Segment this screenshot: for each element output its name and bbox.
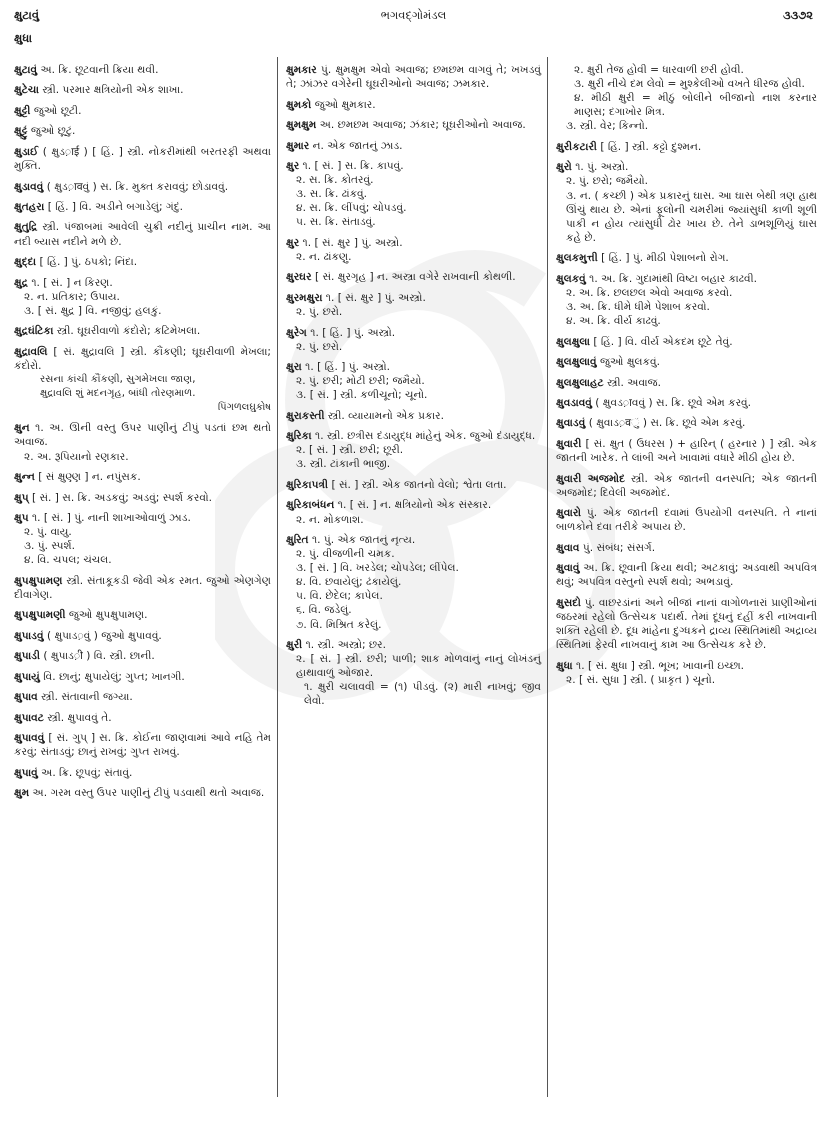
definition: ૧. [ હિં. ] પું. અસ્ત્રો. [305, 361, 390, 374]
dictionary-entry [286, 291, 541, 319]
headword: ક્ષુટાવું [14, 64, 38, 76]
headword: ક્ષુમક્ષુમ [286, 119, 317, 132]
headword: ક્ષુપાવટ [14, 711, 44, 724]
sub-sense: ૩. ન. ( કચ્છી ) એક પ્રકારનું ઘાસ. આ ઘાસ બેથી ત્રણ હાથ ઊંચું થાય છે. એનાં ફૂલોની ચમરીમાં જ્યાંસુધી કાળી શૂળી પાકી ન હોય ત્યાંસુધી ઢોર ખાય છે. તેને ડાભશૂળિયું ઘાસ કહે છે. [566, 189, 817, 244]
definition: ૧. [ સં. ] સ. ક્રિ. કાપવું. [302, 160, 404, 173]
dictionary-entry [556, 561, 817, 589]
entry-line [286, 429, 541, 443]
sub-sense: ૩. અ. ક્રિ. ધીમે ધીમે પેશાબ કરવો. [566, 300, 710, 313]
dictionary-entry [556, 272, 817, 328]
definition: સ્ત્રી. એક જાતની વનસ્પતિ; એક જાતની અજમોદ; દિવેલી અજમોદ. [556, 472, 817, 499]
definition: અ. ક્રિ. છૂટવાની ક્રિયા થવી. [40, 64, 159, 76]
definition: [ હિં. ] પું. મીઠી પેશાબનો રોગ. [601, 252, 729, 265]
sub-sense: ૩. સ. ક્રિ. ઢાંકવું. [296, 188, 368, 201]
entry-line [556, 541, 817, 555]
entry-line [14, 83, 271, 97]
definition: ૧. [ હિં. ] પું. અસ્ત્રો. [310, 326, 396, 339]
page-header [14, 8, 813, 28]
headword: ક્ષુરિત [286, 534, 309, 546]
sub-sense: ૩. [ સં. ક્ષુદ્ર ] વિ. નજીવું; હલકું. [24, 304, 162, 317]
entry-line [286, 326, 541, 340]
dictionary-entry [14, 421, 271, 463]
definition: સ્ત્રી. પંજાબમાં આવેલી ચુક્રી નદીનું પ્રાચીન નામ. આ નદી બ્યાસ નદીને મળે છે. [14, 221, 271, 248]
entry-line [14, 786, 271, 800]
entry-line [286, 63, 541, 91]
definition: [ હિં. ] પું. ઠપકો; નિંદા. [39, 256, 138, 269]
definition: પું. સંબંધ; સંસર્ગ. [582, 541, 656, 554]
headword: ક્ષુડાવવું [14, 180, 44, 193]
dictionary-entry [286, 409, 541, 423]
sub-sense: ૨. પું. છરો; જમૈયો. [566, 175, 649, 188]
dictionary-entry [14, 574, 271, 602]
dictionary-entry [14, 180, 271, 194]
headword: ક્ષુદ્દા [14, 256, 37, 269]
sub-sense: ૨. ન. મોકળાશ. [296, 513, 364, 526]
dictionary-entry [14, 345, 271, 415]
sub-sense: ૬. વિ. જડેલું. [296, 604, 352, 617]
definition: ૧. [ સં. ક્ષુર ] પું. અસ્ત્રો. [325, 291, 426, 304]
entry-line [286, 270, 541, 284]
definition: ન. એક જાતનું ઝાડ. [312, 139, 403, 152]
headword: ક્ષુન્ન [14, 471, 35, 484]
definition: ૧. [ સં. ] ન કિરણ. [31, 276, 113, 289]
entry-line [14, 421, 271, 449]
sub-sense: ૨. ન. પ્રતિકાર; ઉપાય. [24, 290, 120, 303]
definition: અ. છમછમ અવાજ; ઝંકાર; ઘૂઘરીઓનો અવાજ. [319, 119, 526, 132]
definition: ૧. પું. એક જાતનું નૃત્ય. [311, 534, 416, 546]
headword: ક્ષુરમક્ષુરા [286, 291, 323, 304]
dictionary-entry [14, 145, 271, 173]
headword: ક્ષુલક્ષુલાહટ [556, 376, 604, 389]
definition: ૧. અ. ક્રિ. ગુદામાંથી વિષ્ટા બહાર કાઢવી. [589, 272, 757, 285]
dictionary-entry [14, 324, 271, 338]
entry-line [556, 335, 817, 349]
definition: પું. એક જાતની દવામાં ઉપયોગી વનસ્પતિ. તે નાનાં બાળકોને દવા તરીકે અપાય છે. [556, 507, 817, 534]
dictionary-entry [286, 139, 541, 153]
headword: ક્ષુમ [14, 787, 30, 800]
definition: જુઓ ક્ષુલકવું. [599, 356, 660, 369]
headword: ક્ષુપાડી [14, 650, 41, 663]
headword: ક્ષુરીકટારી [556, 140, 597, 153]
dictionary-entry [14, 690, 271, 704]
definition: જુઓ ક્ષુમકાર. [314, 98, 376, 111]
headword: ક્ષુવાવું [556, 562, 580, 575]
dictionary-entry [14, 124, 271, 138]
definition: સ્ત્રી. અવાજ. [607, 376, 662, 389]
headword: ક્ષુપ્ [14, 491, 29, 504]
definition: પું. વાછરડાંનાં અને બીજાં નાનાં વાગોળનારાં પ્રાણીઓનાં જઠરમાં રહેલો ઉત્સેચક પદાર્થ. તેમાં દૂધનું દહીં કરી નાખવાની શક્તિ રહેલી છે. દૂધ માંહેના દુગ્ધકને દ્રાવ્ય સ્થિતિમાંથી અદ્રાવ્ય સ્થિતિમાં ફેરવી નાખવાનું કામ આ ઉત્સેચક કરે છે. [556, 596, 818, 652]
header-guide-word-last: ક્ષુધા [14, 31, 33, 45]
dictionary-entry [556, 355, 817, 369]
headword: ક્ષુતહરા [14, 201, 45, 213]
definition: [ હિં. ] વિ. વીર્ય એકદમ છૂટે તેવું. [593, 335, 733, 348]
entry-line [286, 498, 541, 512]
dictionary-entry [14, 83, 271, 97]
headword: ક્ષુટ્ટી [14, 104, 31, 117]
idiom-line: ૪. મીઠી ક્ષુરી = મીઠું બોલીને બીજાનો નાશ કરનાર માણસ; દગાખોર મિત્ર. [574, 92, 817, 119]
definition: ( ક્ષુડ़ावવું ) સ. ક્રિ. મુક્ત કરાવવું; છોડાવવું. [46, 180, 229, 193]
quotation-line: ક્ષુદ્રાવલિ શું મદનગૃહ, બાંધી તોરણમાળ. [40, 387, 196, 399]
definition: ૧. [ સં. ક્ષુર ] પું. અસ્ત્રો. [302, 236, 403, 249]
headword: ક્ષુલકવું [556, 272, 586, 285]
entry-line [556, 251, 817, 265]
quotation-line: રસના કાંચી કૌંકણી, સુગમેખલા જાણ, [40, 373, 196, 385]
headword: ક્ષુરી [286, 639, 303, 652]
dictionary-entry [286, 498, 541, 526]
headword: ક્ષુલક્ષુલાવું [556, 356, 597, 369]
dictionary-entry [286, 98, 541, 112]
dictionary-entry [14, 276, 271, 318]
definition: ૧. સ્ત્રી. છત્રીસ દંડાયુદ્ધ માંહેનું એક. જુઓ દંડાયુદ્ધ. [315, 430, 536, 443]
sub-sense: ૨. ન. ઢાંકણુ. [296, 250, 352, 263]
entry-line [14, 324, 271, 338]
entry-line [556, 596, 817, 652]
definition: અ. ક્રિ. છૂવાની ક્રિયા થવી; અટકાવું; અડવાથી અપવિત્ર થવું; અપવિત્ર વસ્તુનો સ્પર્શ થવો; અભડાવું. [556, 562, 817, 589]
definition: ( ક્ષુપાડ़વું ) જુઓ ક્ષુપાવવું. [46, 629, 162, 642]
headword: ક્ષુપ [14, 512, 29, 525]
entry-line [556, 272, 817, 286]
headword: ક્ષુવારો [556, 507, 582, 520]
definition: ૧. સ્ત્રી. અસ્ત્રો; છર. [305, 639, 386, 652]
entry-line [286, 409, 541, 423]
entry-line [286, 291, 541, 305]
entry-line [14, 574, 271, 602]
sub-sense: ૩. [ સં. ] સ્ત્રી. કળીચૂનો; ચૂનો. [296, 389, 428, 402]
definition: પું. ક્ષુમક્ષુમ એવો અવાજ; છમછમ વાગવું તે; ખખડવું તે; ઝાંઝર વગેરેની ઘૂઘરીઓનો અવાજ; ઝમકાર. [286, 64, 541, 91]
definition: [ સં ક્ષુણ્ણ ] ન. નપુંસક. [38, 471, 141, 484]
definition: [ સં. ગુપ્ ] સ. ક્રિ. કોઈના જાણવામાં આવે નહિ તેમ કરવું; સંતાડવું; છાનું રાખવું; ગુપ્ત રાખવું. [14, 732, 271, 759]
dictionary-entry [556, 596, 817, 652]
definition: ૧. [ સં. ક્ષુધા ] સ્ત્રી. ભૂખ; ખાવાની ઇચ્છા. [576, 659, 745, 672]
headword: ક્ષુમાર [286, 139, 310, 152]
dictionary-entry [286, 429, 541, 471]
sub-sense: ૨. પું. છરી; મોટી છરી; જમૈયો. [296, 375, 425, 388]
dictionary-entry [14, 766, 271, 780]
dictionary-entry [286, 63, 541, 91]
definition: સ્ત્રી. સંતાવાની જગ્યા. [41, 691, 133, 704]
headword: ક્ષુરેગ [286, 326, 307, 339]
entry-line [556, 140, 817, 154]
sub-sense: ૪. વિ. છવાયેલું; ઢંકાયેલું. [296, 576, 402, 589]
dictionary-entry [286, 360, 541, 402]
entry-line [556, 561, 817, 589]
sub-sense: ૭. વિ. મિશ્રિત કરેલું. [296, 618, 382, 631]
headword: ક્ષુપક્ષુપામણ [14, 574, 63, 587]
dictionary-entry [14, 629, 271, 643]
entry-line [556, 472, 817, 500]
headword: ક્ષુવારી [556, 437, 582, 450]
page-number: ૩૩૭૨ [782, 8, 813, 22]
headword: ક્ષુરિકાપત્રી [286, 478, 329, 491]
dictionary-entry [286, 118, 541, 132]
dictionary-entry [286, 326, 541, 354]
definition: જુઓ ક્ષુપક્ષુપામણ. [68, 609, 148, 622]
dictionary-entry [556, 472, 817, 500]
idiom-line: ૩. ક્ષુરી નીચે દમ લેવો = મુશ્કેલીઓ વખતે ધીરજ હોવી. [574, 78, 805, 91]
entry-line [286, 360, 541, 374]
entry-line [14, 511, 271, 525]
dictionary-entry [556, 396, 817, 410]
headword: ક્ષુરિકા [286, 430, 312, 443]
entry-line [14, 276, 271, 290]
definition: ( ક્ષુડ़ाई ) [ હિં. ] સ્ત્રી. નોકરીમાંથી બરતરફી અથવા મુક્તિ. [14, 145, 271, 173]
entry-line [286, 159, 541, 173]
definition: [ સં. ક્ષુદ્રાવલિ ] સ્ત્રી. કૌંકણી; ઘૂઘરીવાળી મેખલા; કંદોરો. [14, 345, 271, 372]
sub-sense: ૪. અ. ક્રિ. વીર્ય કાઢવું. [566, 315, 661, 328]
entry-line [14, 766, 271, 780]
definition: વિ. છાનું; ક્ષુપાયેલું; ગુપ્ત; ખાનગી. [43, 670, 185, 683]
definition: અ. ગરમ વસ્તુ ઉપર પાણીનું ટીપું પડવાથી થતો અવાજ. [32, 787, 265, 800]
definition: [ સં. ] સ. ક્રિ. અડકવું; અડવું; સ્પર્શ કરવો. [31, 491, 212, 504]
headword: ક્ષુર [286, 236, 300, 249]
sub-sense: ૩. પું. સ્પર્શ. [24, 540, 76, 553]
dictionary-entry [14, 220, 271, 248]
headword: ક્ષુવડાવવું [556, 397, 592, 409]
sub-sense: ૩. સ્ત્રી. ટાંકાની ભાજી. [296, 458, 391, 471]
entry-line [286, 139, 541, 153]
entry-line [286, 478, 541, 492]
dictionary-entry [286, 638, 541, 708]
entry-line [14, 470, 271, 484]
sub-sense: ૩. સ્ત્રી. વેર; કિન્નો. [566, 120, 649, 133]
definition: ૧. પું. અસ્ત્રો. [575, 161, 629, 174]
headword: ક્ષુધા [556, 659, 573, 672]
headword: ક્ષુપાયું [14, 670, 40, 683]
headword: ક્ષુતુદ્રિ [14, 221, 38, 234]
entry-line [14, 145, 271, 173]
sub-sense: ૪. વિ. ચપલ; ચંચલ. [24, 554, 112, 567]
headword: ક્ષુવારી અજમોદ [556, 472, 625, 485]
definition: સ્ત્રી. વ્યાયામનો એક પ્રકાર. [327, 409, 444, 422]
dictionary-entry [556, 376, 817, 390]
dictionary-entry [14, 786, 271, 800]
definition: ૧. [ સં. ] પું. નાની શાખાઓવાળું ઝાડ. [31, 512, 191, 525]
headword: ક્ષુવાડવું [556, 417, 586, 430]
dictionary-entry [556, 160, 817, 245]
entry-line [556, 437, 817, 465]
headword: ક્ષુરિકાબંધન [286, 499, 335, 512]
definition: [ હિં. ] સ્ત્રી. કટ્ટો દુશ્મન. [600, 140, 702, 153]
dictionary-entry [14, 649, 271, 663]
dictionary-entry [286, 478, 541, 492]
sub-sense: ૨. [ સં. ] સ્ત્રી. છરી; પાળી; શાક મોળવાનું નાનું લોખંડનું હાથાવાળું ઓજાર. [296, 653, 541, 680]
definition: જુઓ છૂટી. [33, 104, 82, 117]
definition: સ્ત્રી. પરમાર ક્ષત્રિયોની એક શાખા. [42, 84, 184, 97]
definition: સ્ત્રી. ક્ષુપાવવું તે. [47, 711, 112, 724]
entry-line [14, 670, 271, 684]
entry-line [14, 255, 271, 269]
headword: ક્ષુવાવ [556, 541, 580, 554]
dictionary-entry [556, 251, 817, 265]
entry-line [14, 649, 271, 663]
headword: ક્ષુપાડવું [14, 629, 44, 642]
definition: અ. ક્રિ. છૂપવું; સંતાવું. [41, 766, 133, 779]
sub-sense: ૨. પું. વીજળીની ચમક. [296, 548, 395, 561]
entry-line [14, 220, 271, 248]
headword: ક્ષુપક્ષુપામણી [14, 609, 66, 622]
dictionary-entry [14, 670, 271, 684]
dictionary-entry [14, 608, 271, 622]
definition: [ સં. ક્ષુરગૃહ ] ન. અસ્ત્રા વગેરે રાખવાની કોથળી. [314, 271, 516, 284]
dictionary-entry [556, 335, 817, 349]
idiom-line: ૨. ક્ષુરી તેજ હોવી = ધારવાળી છરી હોવી. [574, 64, 744, 76]
headword: ક્ષુદ્રઘંટિકા [14, 325, 54, 338]
headword: ક્ષુર [286, 160, 300, 173]
entry-line [14, 124, 271, 138]
idiom-line: ૧. ક્ષુરી ચલાવવી = (૧) પીડવું. (૨) મારી નાખવું; જીવ લેવો. [304, 681, 541, 708]
column-3 [548, 57, 817, 1097]
dictionary-entry [556, 541, 817, 555]
dictionary-columns [14, 57, 817, 1097]
entry-line [14, 63, 271, 77]
dictionary-entry [556, 140, 817, 154]
dictionary-entry [14, 255, 271, 269]
sub-sense: ૨. પું. વાયુ. [24, 526, 72, 539]
headword: ક્ષુરા [286, 361, 302, 374]
headword: ક્ષુદ્ર [14, 276, 28, 289]
entry-line [556, 160, 817, 174]
entry-line [14, 711, 271, 725]
entry-line [286, 98, 541, 112]
dictionary-title: ભગવદ્ગોમંડલ [380, 8, 447, 22]
sub-sense: ૨. સ. ક્રિ. કોતરવું. [296, 174, 374, 187]
sub-sense: ૨. [ સં. ] સ્ત્રી. છરી; છૂરી. [296, 444, 404, 457]
sub-sense: ૫. સ. ક્રિ. સંતાડવું. [296, 216, 376, 229]
definition: [ સં. ક્ષુત ( ઉધરસ ) + હારિન્ ( હરનાર ) ] સ્ત્રી. એક જાતની ખારેક. તે લાંબી અને ખાવામાં વધારે મીઠી હોય છે. [556, 437, 818, 465]
dictionary-entry [556, 63, 817, 133]
headword: ક્ષુરાકસ્તી [286, 409, 325, 422]
dictionary-entry [14, 711, 271, 725]
headword: ક્ષુડાઈ [14, 145, 39, 158]
column-1 [14, 57, 278, 1097]
dictionary-entry [14, 491, 271, 505]
sub-sense: ૩. [ સં. ] વિ. ખરડેલ; ચોપડેલ; લીંપેલ. [296, 562, 459, 575]
dictionary-entry [286, 533, 541, 632]
quotation-source: પિંગળલઘુકોષ [217, 401, 271, 413]
entry-line [14, 345, 271, 373]
sub-sense: ૨. [ સં. સુધા ] સ્ત્રી. ( પ્રાકૃત ) ચૂનો. [566, 673, 716, 686]
definition: ૧. [ સં. ] ન. ક્ષત્રિયોનો એક સંસ્કાર. [337, 499, 492, 512]
dictionary-entry [14, 731, 271, 759]
definition: સ્ત્રી. ઘૂઘરીવાળો કંદોરો; કટિમેખલા. [56, 325, 201, 338]
dictionary-entry [286, 236, 541, 264]
dictionary-entry [14, 200, 271, 214]
dictionary-entry [14, 104, 271, 118]
definition: ( ક્ષુવાડ़वું ) સ. ક્રિ. છૂવે એમ કરવું. [588, 417, 746, 430]
sub-sense: ૨. અ. ક્રિ. છલછલ એવો અવાજ કરવો. [566, 286, 733, 299]
dictionary-entry [556, 506, 817, 534]
headword: ક્ષુટ્ટું [14, 125, 28, 138]
sub-sense: ૨. અ. રૂપિયાનો રણકાર. [24, 450, 129, 463]
header-guide-word-first: ક્ષુટાવું [14, 8, 40, 22]
entry-line [286, 118, 541, 132]
headword: ક્ષુપાવ [14, 691, 38, 704]
dictionary-entry [14, 470, 271, 484]
entry-line [14, 629, 271, 643]
entry-line [14, 690, 271, 704]
sub-sense: ૫. વિ. છેદેલ; કાપેલ. [296, 590, 383, 603]
definition: ( ક્ષુવડ़ाવવું ) સ. ક્રિ. છૂવે એમ કરવું. [595, 397, 752, 409]
headword: ક્ષુલકમુત્તી [556, 252, 598, 265]
headword: ક્ષુપાવું [14, 766, 38, 779]
headword: ક્ષુમકાર [286, 64, 317, 76]
dictionary-entry [14, 63, 271, 77]
dictionary-entry [286, 159, 541, 229]
entry-line [14, 200, 271, 214]
entry-line [556, 416, 817, 430]
dictionary-entry [14, 511, 271, 567]
column-2 [278, 57, 548, 1097]
dictionary-entry [556, 437, 817, 465]
headword: ક્ષુન [14, 422, 30, 435]
definition: ( ક્ષુપાડ़ी ) વિ. સ્ત્રી. છાની. [43, 650, 155, 663]
sub-sense: ૪. સ. ક્રિ. લીંપવું; ચોપડવું. [296, 202, 407, 215]
headword: ક્ષુમકો [286, 98, 312, 111]
headword: ક્ષુટેચા [14, 84, 39, 97]
entry-line [14, 731, 271, 759]
dictionary-entry [286, 270, 541, 284]
dictionary-entry [556, 416, 817, 430]
sub-sense: ૨. પું. છરો. [296, 306, 343, 319]
headword: ક્ષુરો [556, 161, 572, 174]
entry-line [556, 396, 817, 410]
entry-line [14, 104, 271, 118]
entry-line [556, 376, 817, 390]
entry-line [14, 608, 271, 622]
headword: ક્ષુરઘર [286, 271, 312, 284]
entry-line [286, 638, 541, 652]
sub-sense: ૨. પું. છરો. [296, 340, 343, 353]
entry-line [286, 533, 541, 547]
entry-line [14, 180, 271, 194]
definition: [ હિં. ] વિ. અડીને બગાડેલું; ગંદું. [47, 201, 183, 213]
definition: ૧. અ. ઊની વસ્તુ ઉપર પાણીનું ટીપું પડતાં છમ થતો અવાજ. [14, 422, 271, 449]
dictionary-entry [556, 659, 817, 687]
headword: ક્ષુલક્ષુલા [556, 335, 590, 348]
entry-line [14, 491, 271, 505]
definition: સ્ત્રી. સંતાકૂકડી જેવી એક રમત. જુઓ એણગેણ દીવાગેણ. [14, 574, 272, 601]
entry-line [556, 659, 817, 673]
headword: ક્ષુપાવવું [14, 732, 45, 745]
headword: ક્ષુદ્રાવલિ [14, 345, 48, 358]
headword: ક્ષુસદો [556, 596, 581, 609]
entry-line [556, 355, 817, 369]
definition: જુઓ છૂટું. [30, 125, 76, 138]
entry-line [556, 506, 817, 534]
definition: [ સં. ] સ્ત્રી. એક જાતનો વેલો; શ્વેતા લતા. [331, 478, 507, 491]
entry-line [286, 236, 541, 250]
